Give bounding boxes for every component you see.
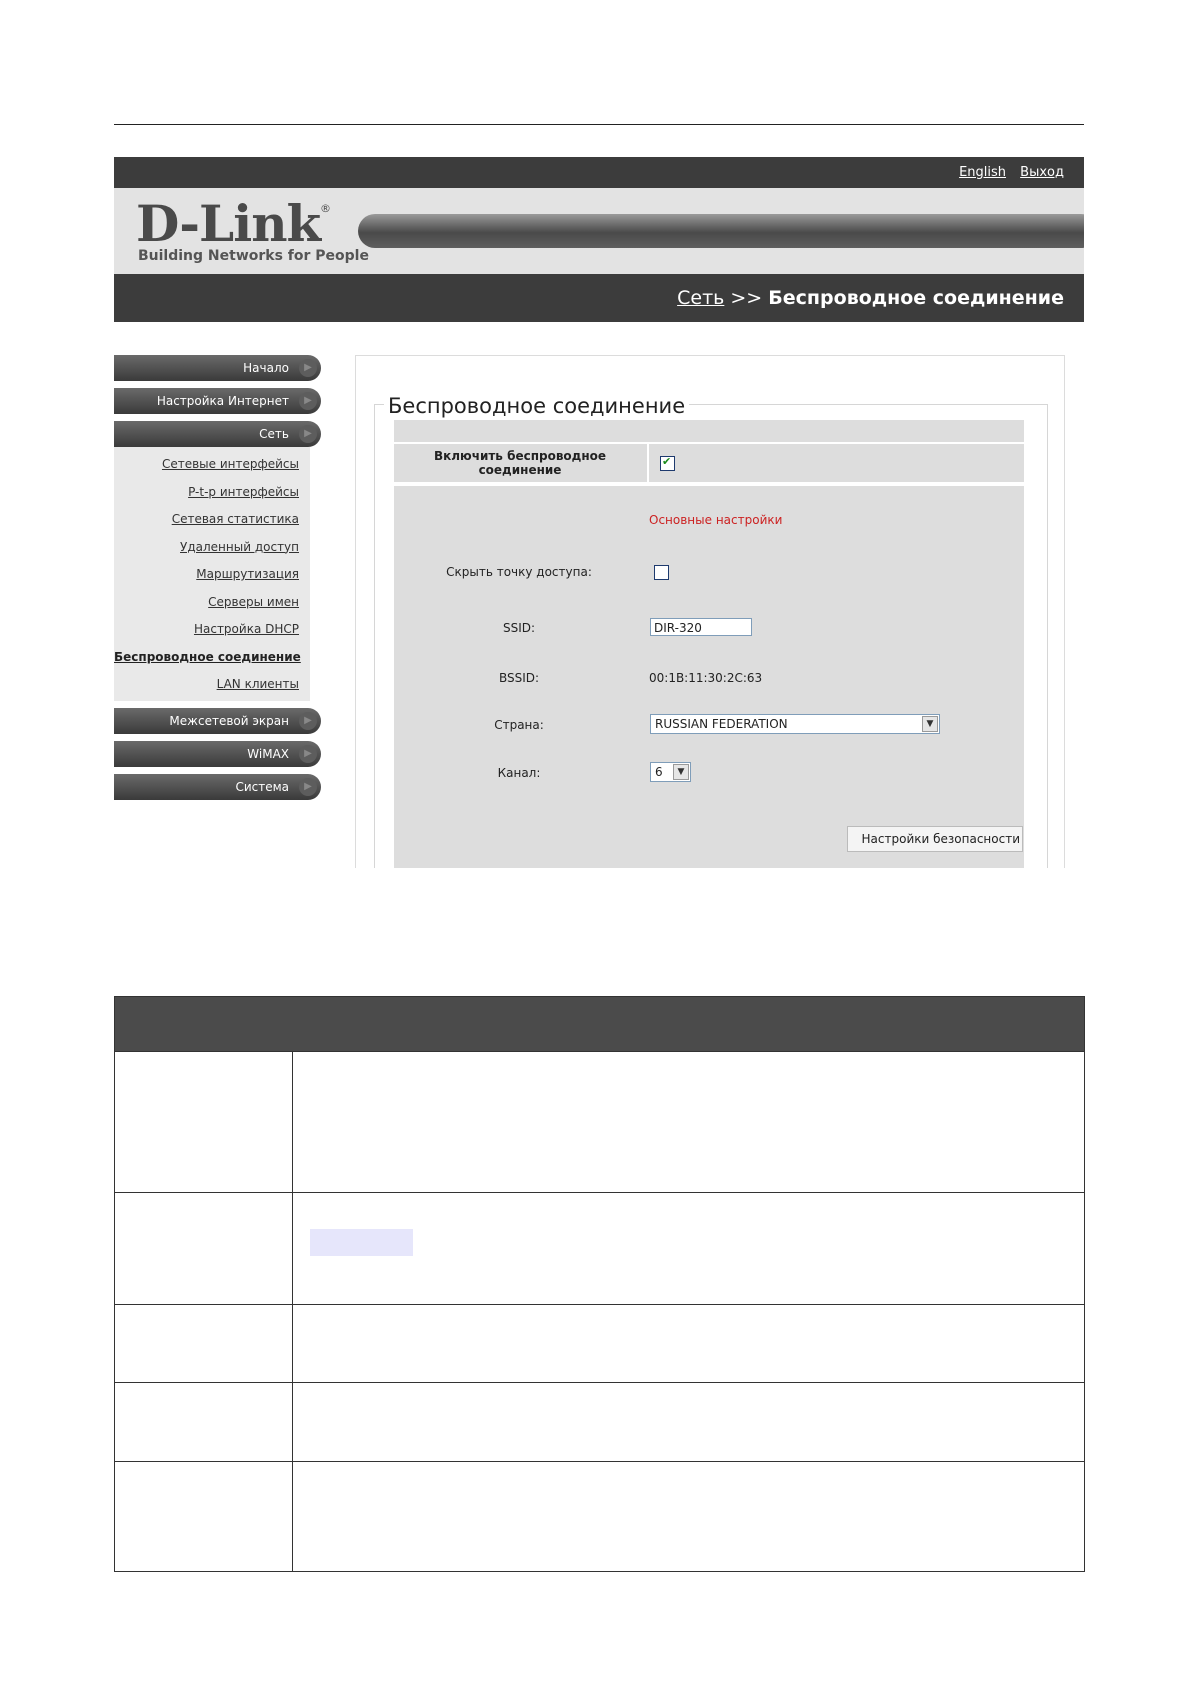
- top-bar: [114, 157, 1084, 188]
- table-cell: [115, 1305, 293, 1383]
- channel-label: Канал:: [497, 766, 541, 780]
- registered-mark: ®: [320, 202, 331, 215]
- table-cell: [293, 1462, 1085, 1572]
- arrow-icon: ▶: [299, 712, 317, 730]
- sidebar-item-label: Сеть: [259, 427, 289, 441]
- sidebar-item-label: Настройка Интернет: [156, 394, 289, 408]
- country-select-value: RUSSIAN FEDERATION: [655, 717, 788, 731]
- table-row: [115, 1383, 1085, 1462]
- table-cell: [293, 1383, 1085, 1462]
- table-cell: [293, 1305, 1085, 1383]
- arrow-icon: ▶: [299, 425, 317, 443]
- logout-link[interactable]: Выход: [1020, 165, 1064, 180]
- highlight-mark: [310, 1229, 413, 1256]
- dlink-logo: D-Link: [136, 194, 321, 253]
- logo-area: [114, 188, 1084, 274]
- top-rule: [114, 124, 1084, 125]
- sidebar-subitem-wireless[interactable]: Беспроводное соединение: [114, 649, 301, 664]
- basic-settings-form: [394, 486, 1024, 868]
- sidebar-item-label: Межсетевой экран: [169, 713, 289, 728]
- enable-wireless-label: Включить беспроводное соединение: [433, 449, 607, 477]
- table-row: [115, 1193, 1085, 1305]
- table-row: [115, 1462, 1085, 1572]
- country-label: Страна:: [494, 718, 544, 732]
- table-cell: [115, 1052, 293, 1193]
- sidebar-item-home[interactable]: [114, 355, 321, 381]
- router-screenshot: [114, 157, 1084, 868]
- sidebar-item-wimax[interactable]: [114, 741, 321, 767]
- sidebar-item-label: Начало: [243, 361, 289, 375]
- sidebar-subitem-dns[interactable]: Серверы имен: [208, 594, 299, 609]
- table-cell: [115, 1193, 293, 1305]
- enable-wireless-row: [394, 444, 1024, 482]
- sidebar-item-network[interactable]: [114, 421, 321, 447]
- chevron-down-icon: ▼: [922, 716, 938, 732]
- sidebar-subitem-remote-access[interactable]: Удаленный доступ: [180, 539, 299, 554]
- breadcrumb-bar: [114, 274, 1084, 322]
- hide-ap-label: Скрыть точку доступа:: [446, 565, 592, 579]
- top-links: [949, 157, 1064, 188]
- breadcrumb-separator: >>: [730, 287, 763, 309]
- table-cell: [115, 1462, 293, 1572]
- fieldset-header-strip: [394, 420, 1024, 442]
- sidebar-subitem-dhcp[interactable]: Настройка DHCP: [193, 622, 299, 636]
- basic-settings-title: Основные настройки: [649, 513, 783, 527]
- breadcrumb: [677, 274, 1064, 322]
- bssid-value: 00:1B:11:30:2C:63: [649, 671, 763, 685]
- sidebar-subitem-lan-clients[interactable]: LAN клиенты: [216, 677, 299, 691]
- table-row: [115, 1305, 1085, 1383]
- breadcrumb-current: Беспроводное соединение: [768, 287, 1064, 309]
- parameters-table: [114, 996, 1085, 1572]
- table-cell: [115, 1383, 293, 1462]
- channel-select-value: 6: [655, 765, 663, 779]
- row-divider: [647, 444, 649, 482]
- arrow-icon: ▶: [299, 359, 317, 377]
- table-header: [115, 997, 1085, 1052]
- sidebar-item-label: Система: [235, 779, 289, 794]
- breadcrumb-parent[interactable]: Сеть: [677, 287, 725, 309]
- bssid-label: BSSID:: [498, 671, 540, 685]
- sidebar: [114, 355, 324, 807]
- arrow-icon: ▶: [299, 392, 317, 410]
- sidebar-subitem-routing[interactable]: Маршрутизация: [196, 567, 299, 581]
- logo-tagline: Building Networks for People: [138, 248, 369, 264]
- arrow-icon: ▶: [299, 745, 317, 763]
- arrow-icon: ▶: [299, 778, 317, 796]
- content-panel: [355, 355, 1065, 868]
- sidebar-submenu: [114, 447, 310, 701]
- ssid-input[interactable]: DIR-320: [650, 618, 752, 636]
- sidebar-subitem-ptp[interactable]: P-t-p интерфейсы: [188, 484, 299, 499]
- chevron-down-icon: ▼: [673, 764, 689, 780]
- table-cell: [293, 1052, 1085, 1193]
- ssid-label: SSID:: [502, 621, 536, 635]
- sidebar-item-firewall[interactable]: [114, 708, 321, 734]
- fieldset-legend: Беспроводное соединение: [384, 394, 689, 418]
- sidebar-subitem-statistics[interactable]: Сетевая статистика: [171, 512, 299, 526]
- country-select[interactable]: [650, 714, 940, 734]
- sidebar-item-label: WiMAX: [247, 746, 289, 761]
- table-row: [115, 1052, 1085, 1193]
- channel-select[interactable]: [650, 762, 691, 782]
- hide-ap-checkbox[interactable]: [654, 565, 669, 580]
- sidebar-subitem-interfaces[interactable]: Сетевые интерфейсы: [161, 457, 299, 471]
- enable-wireless-checkbox[interactable]: [660, 456, 675, 471]
- sidebar-item-internet-setup[interactable]: [114, 388, 321, 414]
- table-header-row: [115, 997, 1085, 1052]
- english-link[interactable]: English: [959, 165, 1007, 180]
- sidebar-item-system[interactable]: [114, 774, 321, 800]
- decorative-bar: [358, 214, 1084, 248]
- security-settings-button[interactable]: Настройки безопасности: [847, 826, 1023, 852]
